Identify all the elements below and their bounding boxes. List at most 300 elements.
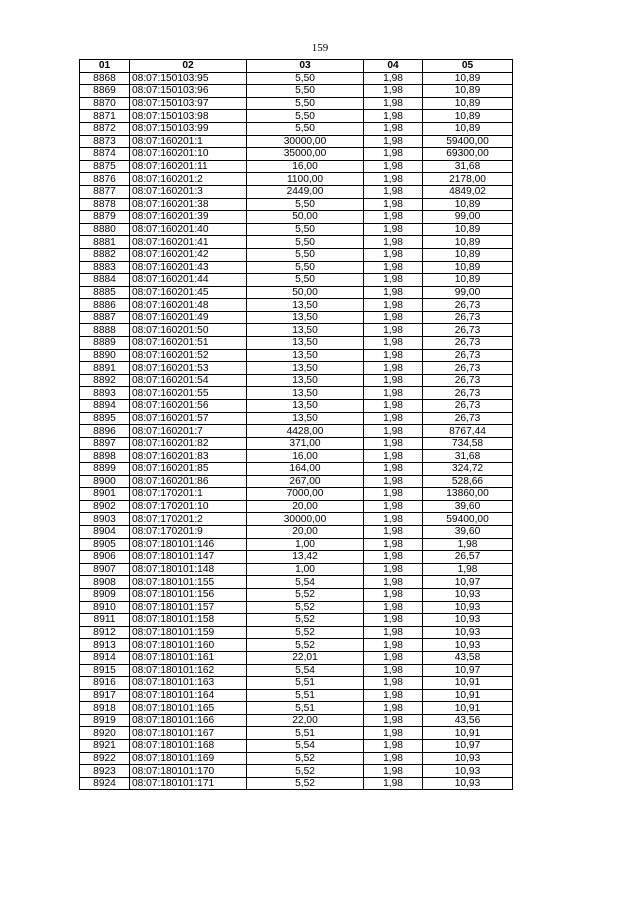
table-cell-col-02: 08:07:160201:45: [130, 286, 247, 299]
table-cell-col-03: 371,00: [247, 437, 364, 450]
table-cell-col-02: 08:07:180101:164: [130, 689, 247, 702]
table-cell-col-01: 8874: [80, 148, 130, 161]
table-cell-col-04: 1,98: [364, 387, 423, 400]
table-cell-col-02: 08:07:160201:56: [130, 400, 247, 413]
table-cell-col-01: 8869: [80, 85, 130, 98]
table-cell-col-04: 1,98: [364, 601, 423, 614]
table-cell-col-05: 26,73: [423, 324, 513, 337]
table-cell-col-01: 8908: [80, 576, 130, 589]
table-cell-col-02: 08:07:150103:95: [130, 72, 247, 85]
table-cell-col-05: 59400,00: [423, 513, 513, 526]
table-row: [80, 274, 513, 287]
table-cell-col-01: 8875: [80, 160, 130, 173]
table-row: [80, 286, 513, 299]
table-cell-col-01: 8870: [80, 97, 130, 110]
table-cell-col-02: 08:07:180101:171: [130, 777, 247, 790]
table-row: [80, 513, 513, 526]
table-body: [80, 72, 513, 790]
table-cell-col-04: 1,98: [364, 563, 423, 576]
table-cell-col-02: 08:07:160201:42: [130, 248, 247, 261]
table-cell-col-03: 20,00: [247, 525, 364, 538]
table-cell-col-02: 08:07:180101:146: [130, 538, 247, 551]
table-row: [80, 337, 513, 350]
table-cell-col-03: 5,51: [247, 677, 364, 690]
table-cell-col-01: 8909: [80, 588, 130, 601]
table-row: [80, 261, 513, 274]
table-cell-col-05: 10,93: [423, 777, 513, 790]
table-cell-col-01: 8890: [80, 349, 130, 362]
table-cell-col-05: 59400,00: [423, 135, 513, 148]
table-cell-col-02: 08:07:160201:53: [130, 362, 247, 375]
table-row: [80, 664, 513, 677]
table-cell-col-04: 1,98: [364, 702, 423, 715]
table-cell-col-03: 13,50: [247, 362, 364, 375]
table-cell-col-02: 08:07:150103:99: [130, 122, 247, 135]
table-cell-col-01: 8896: [80, 425, 130, 438]
table-cell-col-01: 8922: [80, 752, 130, 765]
table-cell-col-04: 1,98: [364, 248, 423, 261]
table-cell-col-03: 5,50: [247, 198, 364, 211]
table-cell-col-05: 10,89: [423, 236, 513, 249]
table-cell-col-01: 8871: [80, 110, 130, 123]
table-row: [80, 765, 513, 778]
table-cell-col-02: 08:07:160201:57: [130, 412, 247, 425]
table-cell-col-03: 5,52: [247, 752, 364, 765]
table-row: [80, 173, 513, 186]
table-row: [80, 122, 513, 135]
table-cell-col-04: 1,98: [364, 639, 423, 652]
table-cell-col-02: 08:07:150103:97: [130, 97, 247, 110]
table-cell-col-03: 13,50: [247, 311, 364, 324]
table-row: [80, 626, 513, 639]
table-cell-col-03: 5,51: [247, 689, 364, 702]
table-cell-col-04: 1,98: [364, 122, 423, 135]
table-cell-col-02: 08:07:160201:43: [130, 261, 247, 274]
table-cell-col-03: 16,00: [247, 450, 364, 463]
table-cell-col-03: 13,50: [247, 412, 364, 425]
table-cell-col-01: 8894: [80, 400, 130, 413]
table-cell-col-03: 5,54: [247, 740, 364, 753]
table-cell-col-04: 1,98: [364, 135, 423, 148]
table-cell-col-01: 8897: [80, 437, 130, 450]
table-row: [80, 97, 513, 110]
table-cell-col-03: 4428,00: [247, 425, 364, 438]
table-cell-col-01: 8913: [80, 639, 130, 652]
table-cell-col-04: 1,98: [364, 311, 423, 324]
table-cell-col-05: 43,56: [423, 714, 513, 727]
table-cell-col-02: 08:07:180101:148: [130, 563, 247, 576]
table-cell-col-03: 5,51: [247, 702, 364, 715]
table-cell-col-01: 8876: [80, 173, 130, 186]
table-cell-col-04: 1,98: [364, 85, 423, 98]
table-cell-col-05: 10,91: [423, 702, 513, 715]
table-cell-col-04: 1,98: [364, 286, 423, 299]
table-cell-col-01: 8899: [80, 463, 130, 476]
table-cell-col-03: 50,00: [247, 286, 364, 299]
table-cell-col-02: 08:07:180101:157: [130, 601, 247, 614]
table-cell-col-05: 10,91: [423, 677, 513, 690]
table-row: [80, 248, 513, 261]
table-cell-col-02: 08:07:170201:2: [130, 513, 247, 526]
table-cell-col-02: 08:07:180101:163: [130, 677, 247, 690]
table-row: [80, 135, 513, 148]
table-cell-col-02: 08:07:170201:9: [130, 525, 247, 538]
table-cell-col-04: 1,98: [364, 588, 423, 601]
table-row: [80, 714, 513, 727]
table-cell-col-05: 26,73: [423, 362, 513, 375]
table-cell-col-02: 08:07:160201:48: [130, 299, 247, 312]
table-cell-col-01: 8873: [80, 135, 130, 148]
table-cell-col-05: 99,00: [423, 211, 513, 224]
table-cell-col-01: 8882: [80, 248, 130, 261]
table-cell-col-02: 08:07:180101:168: [130, 740, 247, 753]
table-cell-col-02: 08:07:160201:1: [130, 135, 247, 148]
table-cell-col-05: 10,93: [423, 765, 513, 778]
table-row: [80, 324, 513, 337]
table-cell-col-03: 5,52: [247, 639, 364, 652]
table-row: [80, 576, 513, 589]
table-row: [80, 551, 513, 564]
table-cell-col-04: 1,98: [364, 437, 423, 450]
table-cell-col-01: 8883: [80, 261, 130, 274]
table-cell-col-05: 10,89: [423, 274, 513, 287]
table-cell-col-04: 1,98: [364, 160, 423, 173]
table-cell-col-01: 8915: [80, 664, 130, 677]
table-cell-col-03: 5,52: [247, 777, 364, 790]
table-cell-col-03: 2449,00: [247, 185, 364, 198]
table-cell-col-03: 20,00: [247, 500, 364, 513]
table-cell-col-05: 10,93: [423, 588, 513, 601]
table-cell-col-01: 8919: [80, 714, 130, 727]
table-cell-col-03: 5,50: [247, 274, 364, 287]
table-cell-col-02: 08:07:180101:159: [130, 626, 247, 639]
table-cell-col-01: 8902: [80, 500, 130, 513]
table-cell-col-01: 8907: [80, 563, 130, 576]
table-cell-col-03: 7000,00: [247, 488, 364, 501]
table-cell-col-03: 267,00: [247, 475, 364, 488]
table-row: [80, 437, 513, 450]
table-cell-col-04: 1,98: [364, 626, 423, 639]
table-row: [80, 614, 513, 627]
table-row: [80, 72, 513, 85]
table-cell-col-04: 1,98: [364, 614, 423, 627]
table-cell-col-02: 08:07:160201:85: [130, 463, 247, 476]
table-cell-col-02: 08:07:160201:44: [130, 274, 247, 287]
table-cell-col-02: 08:07:180101:161: [130, 651, 247, 664]
table-cell-col-03: 5,50: [247, 236, 364, 249]
table-row: [80, 198, 513, 211]
table-cell-col-05: 26,73: [423, 412, 513, 425]
table-row: [80, 185, 513, 198]
table-cell-col-03: 13,50: [247, 324, 364, 337]
table-cell-col-01: 8889: [80, 337, 130, 350]
data-table: [79, 59, 513, 790]
table-cell-col-03: 22,00: [247, 714, 364, 727]
table-cell-col-03: 5,52: [247, 588, 364, 601]
table-cell-col-04: 1,98: [364, 185, 423, 198]
table-cell-col-04: 1,98: [364, 463, 423, 476]
table-cell-col-02: 08:07:150103:98: [130, 110, 247, 123]
table-cell-col-04: 1,98: [364, 261, 423, 274]
table-row: [80, 588, 513, 601]
table-cell-col-03: 50,00: [247, 211, 364, 224]
table-cell-col-03: 5,50: [247, 122, 364, 135]
table-cell-col-01: 8898: [80, 450, 130, 463]
table-cell-col-04: 1,98: [364, 551, 423, 564]
table-header-row: [80, 60, 513, 73]
table-cell-col-05: 26,73: [423, 349, 513, 362]
table-cell-col-02: 08:07:160201:39: [130, 211, 247, 224]
table-cell-col-02: 08:07:160201:51: [130, 337, 247, 350]
table-cell-col-05: 4849,02: [423, 185, 513, 198]
table-cell-col-02: 08:07:180101:158: [130, 614, 247, 627]
table-cell-col-01: 8881: [80, 236, 130, 249]
table-cell-col-03: 5,54: [247, 576, 364, 589]
table-cell-col-05: 39,60: [423, 525, 513, 538]
column-header-04: 04: [364, 60, 423, 73]
table-cell-col-05: 10,93: [423, 752, 513, 765]
table-cell-col-03: 5,54: [247, 664, 364, 677]
table-cell-col-05: 2178,00: [423, 173, 513, 186]
table-cell-col-02: 08:07:160201:11: [130, 160, 247, 173]
table-cell-col-02: 08:07:180101:160: [130, 639, 247, 652]
table-cell-col-03: 22,01: [247, 651, 364, 664]
column-header-01: 01: [80, 60, 130, 73]
table-cell-col-04: 1,98: [364, 374, 423, 387]
table-cell-col-05: 10,89: [423, 85, 513, 98]
table-cell-col-04: 1,98: [364, 500, 423, 513]
table-cell-col-04: 1,98: [364, 400, 423, 413]
table-cell-col-04: 1,98: [364, 714, 423, 727]
table-cell-col-02: 08:07:160201:40: [130, 223, 247, 236]
table-cell-col-03: 5,52: [247, 626, 364, 639]
table-row: [80, 311, 513, 324]
table-row: [80, 110, 513, 123]
table-cell-col-05: 13860,00: [423, 488, 513, 501]
table-cell-col-02: 08:07:160201:55: [130, 387, 247, 400]
table-cell-col-05: 10,93: [423, 601, 513, 614]
table-cell-col-04: 1,98: [364, 299, 423, 312]
table-cell-col-03: 13,50: [247, 349, 364, 362]
table-cell-col-01: 8885: [80, 286, 130, 299]
table-cell-col-04: 1,98: [364, 727, 423, 740]
table-row: [80, 677, 513, 690]
table-cell-col-01: 8891: [80, 362, 130, 375]
table-cell-col-03: 30000,00: [247, 513, 364, 526]
table-cell-col-05: 99,00: [423, 286, 513, 299]
table-cell-col-03: 1,00: [247, 538, 364, 551]
table-cell-col-03: 13,50: [247, 387, 364, 400]
table-cell-col-03: 5,50: [247, 261, 364, 274]
table-cell-col-04: 1,98: [364, 450, 423, 463]
table-cell-col-05: 39,60: [423, 500, 513, 513]
table-cell-col-01: 8886: [80, 299, 130, 312]
table-cell-col-02: 08:07:160201:54: [130, 374, 247, 387]
table-cell-col-01: 8905: [80, 538, 130, 551]
table-cell-col-04: 1,98: [364, 513, 423, 526]
table-cell-col-04: 1,98: [364, 148, 423, 161]
table-cell-col-02: 08:07:160201:83: [130, 450, 247, 463]
table-cell-col-05: 69300,00: [423, 148, 513, 161]
table-row: [80, 85, 513, 98]
table-cell-col-01: 8912: [80, 626, 130, 639]
table-cell-col-05: 10,89: [423, 72, 513, 85]
table-cell-col-05: 26,73: [423, 387, 513, 400]
table-cell-col-01: 8888: [80, 324, 130, 337]
table-cell-col-05: 10,89: [423, 261, 513, 274]
table-cell-col-04: 1,98: [364, 651, 423, 664]
table-cell-col-04: 1,98: [364, 412, 423, 425]
table-cell-col-02: 08:07:150103:96: [130, 85, 247, 98]
table-row: [80, 362, 513, 375]
table-cell-col-04: 1,98: [364, 664, 423, 677]
table-cell-col-01: 8884: [80, 274, 130, 287]
table-cell-col-03: 1100,00: [247, 173, 364, 186]
table-cell-col-04: 1,98: [364, 337, 423, 350]
table-cell-col-02: 08:07:160201:2: [130, 173, 247, 186]
table-cell-col-03: 13,50: [247, 374, 364, 387]
table-cell-col-05: 10,91: [423, 727, 513, 740]
table-cell-col-04: 1,98: [364, 425, 423, 438]
table-row: [80, 538, 513, 551]
table-cell-col-03: 5,50: [247, 223, 364, 236]
table-cell-col-05: 324,72: [423, 463, 513, 476]
table-cell-col-02: 08:07:180101:167: [130, 727, 247, 740]
table-cell-col-02: 08:07:180101:169: [130, 752, 247, 765]
table-cell-col-04: 1,98: [364, 324, 423, 337]
table-row: [80, 500, 513, 513]
table-cell-col-05: 1,98: [423, 563, 513, 576]
table-cell-col-04: 1,98: [364, 677, 423, 690]
table-cell-col-01: 8917: [80, 689, 130, 702]
table-cell-col-02: 08:07:160201:86: [130, 475, 247, 488]
table-cell-col-04: 1,98: [364, 97, 423, 110]
table-row: [80, 689, 513, 702]
table-cell-col-01: 8880: [80, 223, 130, 236]
table-cell-col-03: 30000,00: [247, 135, 364, 148]
table-cell-col-04: 1,98: [364, 110, 423, 123]
table-cell-col-05: 10,89: [423, 122, 513, 135]
table-cell-col-04: 1,98: [364, 525, 423, 538]
table-cell-col-04: 1,98: [364, 576, 423, 589]
table-row: [80, 374, 513, 387]
table-cell-col-03: 5,50: [247, 248, 364, 261]
table-cell-col-01: 8916: [80, 677, 130, 690]
table-cell-col-01: 8918: [80, 702, 130, 715]
table-cell-col-03: 5,50: [247, 97, 364, 110]
table-cell-col-03: 5,52: [247, 614, 364, 627]
table-cell-col-05: 31,68: [423, 160, 513, 173]
table-cell-col-04: 1,98: [364, 173, 423, 186]
table-cell-col-03: 16,00: [247, 160, 364, 173]
table-cell-col-03: 13,42: [247, 551, 364, 564]
table-row: [80, 148, 513, 161]
column-header-02: 02: [130, 60, 247, 73]
table-cell-col-04: 1,98: [364, 689, 423, 702]
table-cell-col-01: 8878: [80, 198, 130, 211]
table-cell-col-05: 10,93: [423, 639, 513, 652]
table-row: [80, 223, 513, 236]
table-row: [80, 488, 513, 501]
table-cell-col-01: 8895: [80, 412, 130, 425]
table-row: [80, 425, 513, 438]
table-cell-col-03: 5,51: [247, 727, 364, 740]
table-cell-col-02: 08:07:160201:7: [130, 425, 247, 438]
table-cell-col-01: 8892: [80, 374, 130, 387]
table-cell-col-04: 1,98: [364, 752, 423, 765]
table-cell-col-01: 8903: [80, 513, 130, 526]
table-cell-col-03: 13,50: [247, 299, 364, 312]
table-cell-col-03: 5,50: [247, 110, 364, 123]
table-row: [80, 601, 513, 614]
table-cell-col-02: 08:07:180101:147: [130, 551, 247, 564]
table-cell-col-01: 8877: [80, 185, 130, 198]
table-row: [80, 525, 513, 538]
table-row: [80, 160, 513, 173]
table-cell-col-05: 10,97: [423, 664, 513, 677]
table-cell-col-05: 8767,44: [423, 425, 513, 438]
table-cell-col-01: 8887: [80, 311, 130, 324]
table-cell-col-05: 43,58: [423, 651, 513, 664]
table-cell-col-01: 8872: [80, 122, 130, 135]
table-cell-col-04: 1,98: [364, 211, 423, 224]
table-cell-col-01: 8923: [80, 765, 130, 778]
table-cell-col-04: 1,98: [364, 72, 423, 85]
table-cell-col-01: 8921: [80, 740, 130, 753]
table-cell-col-05: 10,97: [423, 740, 513, 753]
table-cell-col-05: 26,73: [423, 337, 513, 350]
table-cell-col-03: 164,00: [247, 463, 364, 476]
table-cell-col-01: 8900: [80, 475, 130, 488]
table-cell-col-02: 08:07:180101:162: [130, 664, 247, 677]
table-cell-col-05: 26,73: [423, 400, 513, 413]
table-cell-col-04: 1,98: [364, 777, 423, 790]
table-cell-col-04: 1,98: [364, 362, 423, 375]
table-row: [80, 211, 513, 224]
table-cell-col-01: 8911: [80, 614, 130, 627]
table-cell-col-02: 08:07:160201:52: [130, 349, 247, 362]
table-row: [80, 299, 513, 312]
table-cell-col-05: 26,57: [423, 551, 513, 564]
table-row: [80, 702, 513, 715]
table-cell-col-02: 08:07:160201:49: [130, 311, 247, 324]
table-cell-col-02: 08:07:180101:165: [130, 702, 247, 715]
table-cell-col-04: 1,98: [364, 475, 423, 488]
table-cell-col-01: 8920: [80, 727, 130, 740]
table-cell-col-05: 26,73: [423, 374, 513, 387]
table-cell-col-02: 08:07:160201:3: [130, 185, 247, 198]
table-cell-col-03: 1,00: [247, 563, 364, 576]
table-cell-col-05: 1,98: [423, 538, 513, 551]
table-cell-col-03: 35000,00: [247, 148, 364, 161]
table-cell-col-05: 528,66: [423, 475, 513, 488]
table-cell-col-01: 8904: [80, 525, 130, 538]
table-row: [80, 752, 513, 765]
table-cell-col-04: 1,98: [364, 274, 423, 287]
table-row: [80, 727, 513, 740]
table-cell-col-02: 08:07:180101:170: [130, 765, 247, 778]
table-row: [80, 639, 513, 652]
table-cell-col-03: 5,50: [247, 72, 364, 85]
table-cell-col-04: 1,98: [364, 740, 423, 753]
table-cell-col-05: 734,58: [423, 437, 513, 450]
table-cell-col-02: 08:07:170201:1: [130, 488, 247, 501]
table-cell-col-02: 08:07:180101:155: [130, 576, 247, 589]
table-cell-col-04: 1,98: [364, 198, 423, 211]
table-cell-col-05: 10,91: [423, 689, 513, 702]
column-header-05: 05: [423, 60, 513, 73]
table-row: [80, 740, 513, 753]
